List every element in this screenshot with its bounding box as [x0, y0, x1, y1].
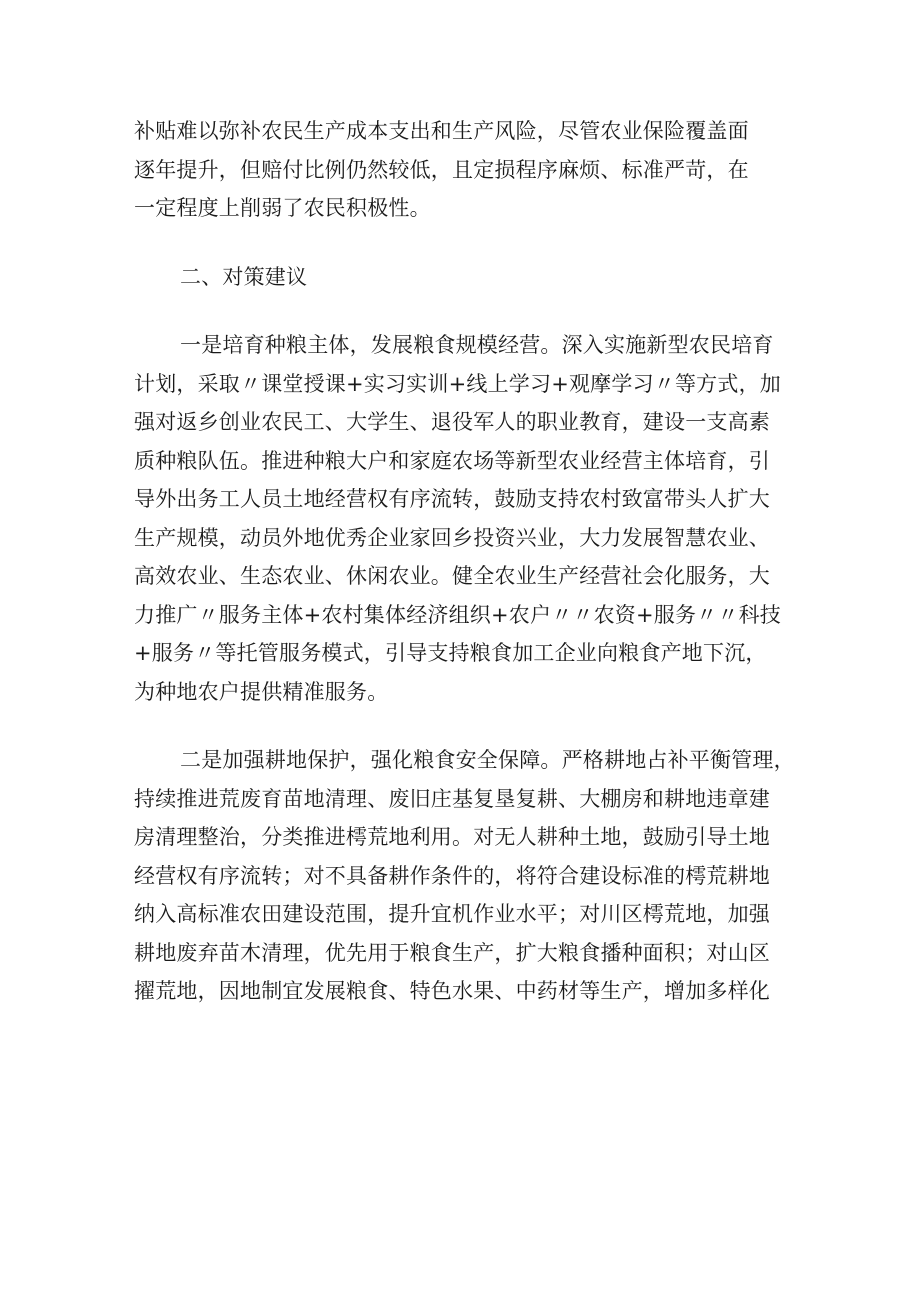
text-line: 补贴难以弥补农民生产成本支出和生产风险，尽管农业保险覆盖面 — [134, 119, 749, 143]
text-line: 生产规模，动员外地优秀企业家回乡投资兴业，大力发展智慧农业、 — [134, 525, 770, 550]
text-line: 持续推进荒废育苗地清理、废旧庄基复垦复耕、大棚房和耕地违章建 — [134, 786, 770, 811]
text-line: 一是培育种粮主体，发展粮食规模经营。深入实施新型农民培育 — [180, 333, 774, 357]
text-line: 擢荒地，因地制宜发展粮食、特色水果、中药材等生产，增加多样化 — [134, 979, 770, 1003]
text-line: 强对返乡创业农民工、大学生、退役军人的职业教育，建设一支高素 — [134, 410, 770, 434]
text-line: 房清理整治，分类推进樗荒地利用。对无人耕种土地，鼓励引导土地 — [134, 825, 770, 849]
text-line: 经营权有序流转；对不具备耕作条件的，将符合建设标准的樗荒耕地 — [134, 863, 770, 888]
text-line: +服务〃等托管服务模式，引导支持粮食加工企业向粮食产地下沉， — [134, 641, 767, 665]
text-line: 质种粮队伍。推进种粮大户和家庭农场等新型农业经营主体培育，引 — [134, 448, 770, 473]
text-line: 二是加强耕地保护，强化粮食安全保障。严格耕地占补平衡管理， — [180, 748, 795, 772]
text-line: 导外出务工人员土地经营权有序流转，鼓励支持农村致富带头人扩大 — [134, 487, 770, 511]
text-line: 高效农业、生态农业、休闲农业。健全农业生产经营社会化服务，大 — [134, 564, 770, 588]
paragraph-1 — [134, 112, 789, 228]
text-line: 一定程度上削弱了农民积极性。 — [134, 196, 431, 220]
text-line: 纳入高标准农田建设范围，提升宜机作业水平；对川区樗荒地，加强 — [134, 902, 770, 926]
text-line: 力推广〃服务主体+农村集体经济组织+农户〃〃农资+服务〃〃科技 — [134, 602, 781, 627]
paragraph-3 — [134, 741, 795, 1011]
paragraph-2 — [134, 326, 789, 711]
text-line: 耕地废弃苗木清理，优先用于粮食生产，扩大粮食播种面积；对山区 — [134, 940, 770, 965]
section-heading-block — [134, 258, 789, 297]
document-body — [134, 112, 795, 1011]
text-line: 计划，采取〃课堂授课+实习实训+线上学习+观摩学习〃等方式，加 — [134, 371, 781, 396]
text-line: 为种地农户提供精准服务。 — [134, 679, 389, 704]
text-line: 逐年提升，但赔付比例仍然较低，且定损程序麻烦、标准严苛，在 — [134, 157, 749, 182]
section-heading: 二、对策建议 — [180, 264, 308, 289]
